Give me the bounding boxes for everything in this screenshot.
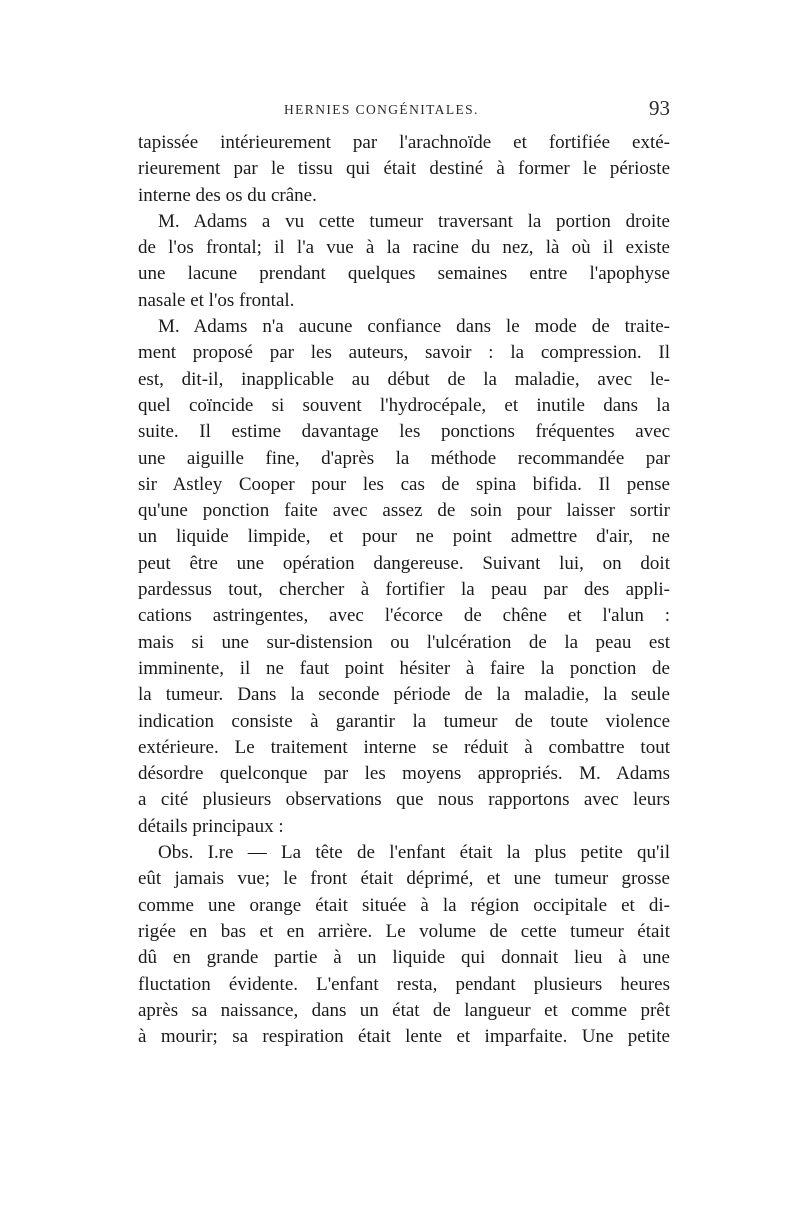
text-line: quel coïncide si souvent l'hydrocépale, et inutile dans la — [138, 394, 670, 416]
text-line: extérieure. Le traitement interne se réduit à combattre tout — [138, 736, 670, 758]
body-text — [138, 130, 670, 1050]
text-line: sir Astley Cooper pour les cas de spina bifida. Il pense — [138, 473, 670, 495]
text-line: est, dit-il, inapplicable au début de la maladie, avec le- — [138, 368, 670, 390]
text-line: Obs. I.re — La tête de l'enfant était la plus petite qu'il — [158, 842, 670, 864]
text-line: après sa naissance, dans un état de langueur et comme prêt — [138, 999, 670, 1021]
text-line: à mourir; sa respiration était lente et imparfaite. Une petite — [138, 1026, 670, 1048]
text-line: dû en grande partie à un liquide qui donnait lieu à une — [138, 947, 670, 969]
text-line: tapissée intérieurement par l'arachnoïde et fortifiée exté- — [138, 132, 670, 153]
text-line: mais si une sur-distension ou l'ulcération de la peau est — [138, 631, 670, 653]
text-line: rigée en bas et en arrière. Le volume de cette tumeur était — [138, 920, 670, 942]
text-line: cations astringentes, avec l'écorce de chêne et l'alun : — [138, 605, 670, 627]
text-line: qu'une ponction faite avec assez de soin pour laisser sortir — [138, 500, 670, 522]
text-line: rieurement par le tissu qui était destiné à former le périoste — [138, 158, 670, 180]
text-line: de l'os frontal; il l'a vue à la racine du nez, là où il existe — [138, 237, 670, 259]
text-line: comme une orange était située à la région occipitale et di- — [138, 894, 670, 916]
text-line: eût jamais vue; le front était déprimé, et une tumeur grosse — [138, 868, 670, 890]
text-line: peut être une opération dangereuse. Suivant lui, on doit — [138, 552, 670, 574]
text-line: suite. Il estime davantage les ponctions fréquentes avec — [138, 421, 670, 443]
running-title: HERNIES CONGÉNITALES. — [284, 102, 479, 117]
text-line: détails principaux : — [138, 815, 284, 837]
text-line: a cité plusieurs observations que nous rapportons avec leurs — [138, 789, 670, 811]
text-line: indication consiste à garantir la tumeur de toute violence — [138, 710, 670, 732]
text-line: fluctation évidente. L'enfant resta, pendant plusieurs heures — [138, 973, 670, 995]
running-head — [138, 96, 670, 126]
text-line: nasale et l'os frontal. — [138, 289, 295, 311]
text-line: une lacune prendant quelques semaines entre l'apophyse — [138, 263, 670, 285]
text-line: imminente, il ne faut point hésiter à faire la ponction de — [138, 657, 670, 679]
page-number: 93 — [649, 96, 670, 120]
text-line: un liquide limpide, et pour ne point admettre d'air, ne — [138, 526, 670, 548]
text-line: M. Adams a vu cette tumeur traversant la portion droite — [158, 210, 670, 232]
text-line: désordre quelconque par les moyens appropriés. M. Adams — [138, 763, 670, 785]
text-line: pardessus tout, chercher à fortifier la peau par des appli- — [138, 579, 670, 601]
text-line: ment proposé par les auteurs, savoir : la compression. Il — [138, 342, 670, 364]
text-line: M. Adams n'a aucune confiance dans le mode de traite- — [158, 316, 670, 338]
text-line: interne des os du crâne. — [138, 184, 317, 206]
text-line: la tumeur. Dans la seconde période de la maladie, la seule — [138, 684, 670, 706]
text-line: une aiguille fine, d'après la méthode recommandée par — [138, 447, 670, 469]
